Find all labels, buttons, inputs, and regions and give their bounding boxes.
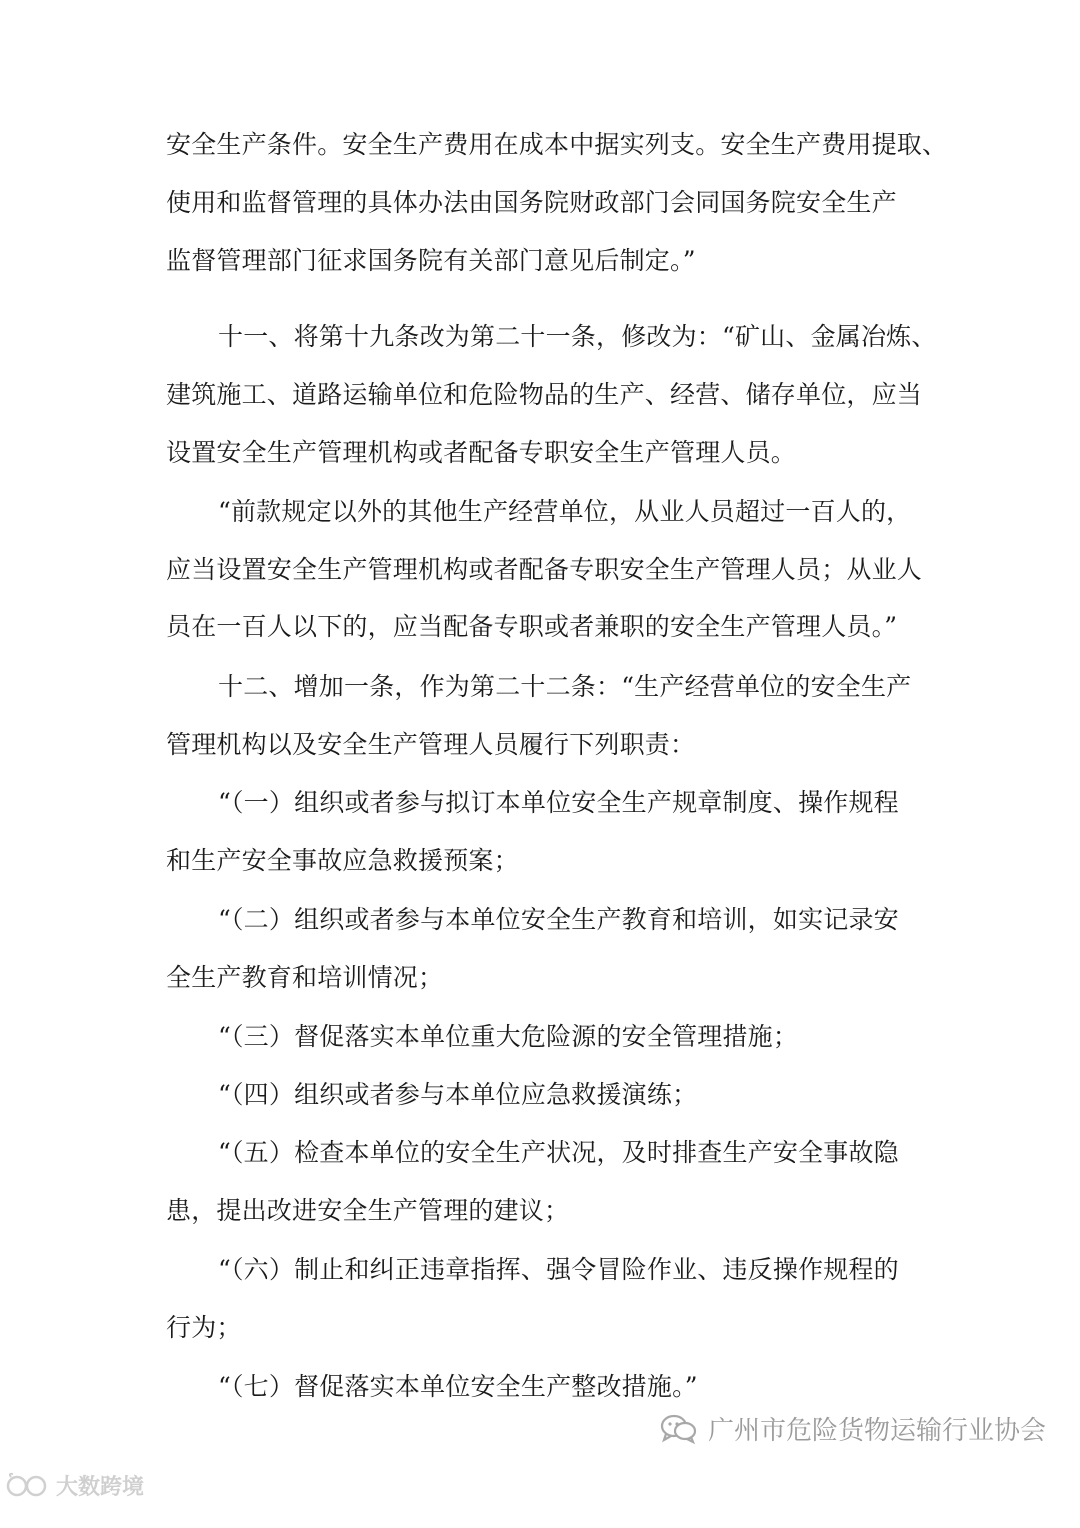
text-line: “（二）组织或者参与本单位安全生产教育和培训，如实记录安 [218,905,899,934]
text-line: 应当设置安全生产管理机构或者配备专职安全生产管理人员；从业人 [166,555,923,584]
text-line: 全生产教育和培训情况； [166,963,444,992]
text-line: “（六）制止和纠正违章指挥、强令冒险作业、违反操作规程的 [218,1255,899,1284]
text-line: “（三）督促落实本单位重大危险源的安全管理措施； [218,1022,799,1051]
wechat-icon [660,1413,698,1445]
text-line: 员在一百人以下的，应当配备专职或者兼职的安全生产管理人员。” [166,612,898,641]
wechat-watermark [660,1410,1046,1447]
text-line: 使用和监督管理的具体办法由国务院财政部门会同国务院安全生产 [166,188,897,217]
text-line: 十一、将第十九条改为第二十一条，修改为：“矿山、金属冶炼、 [218,322,937,351]
text-line: 十二、增加一条，作为第二十二条：“生产经营单位的安全生产 [218,672,912,701]
brand-name: 大数跨境 [56,1475,145,1500]
text-line: 建筑施工、道路运输单位和危险物品的生产、经营、储存单位，应当 [166,380,923,409]
brand-logo-icon [6,1471,50,1501]
text-line: “（七）督促落实本单位安全生产整改措施。” [218,1372,698,1401]
text-line: “前款规定以外的其他生产经营单位，从业人员超过一百人的， [218,497,912,526]
text-line: 设置安全生产管理机构或者配备专职安全生产管理人员。 [166,438,797,467]
watermark-account-name: 广州市危险货物运输行业协会 [707,1416,1046,1446]
brand-watermark [6,1470,144,1501]
text-line: “（四）组织或者参与本单位应急救援演练； [218,1080,698,1109]
text-line: 和生产安全事故应急救援预案； [166,846,519,875]
text-line: 患，提出改进安全生产管理的建议； [166,1196,570,1225]
text-line: “（五）检查本单位的安全生产状况，及时排查生产安全事故隐 [218,1138,899,1167]
text-line: 监督管理部门征求国务院有关部门意见后制定。” [166,246,696,275]
text-line: “（一）组织或者参与拟订本单位安全生产规章制度、操作规程 [218,788,899,817]
text-line: 管理机构以及安全生产管理人员履行下列职责： [166,730,696,759]
text-line: 行为； [166,1313,242,1342]
text-line: 安全生产条件。安全生产费用在成本中据实列支。安全生产费用提取、 [166,130,948,159]
